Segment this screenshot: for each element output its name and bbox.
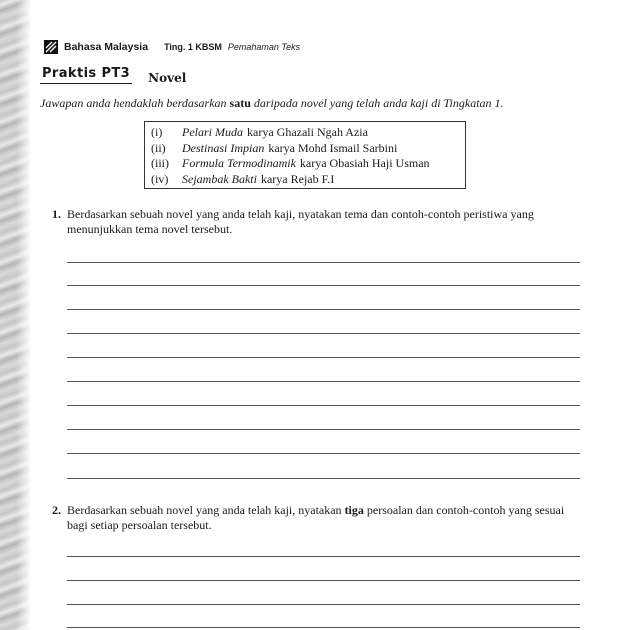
novel-list-box <box>144 121 466 189</box>
header-topic: Pemahaman Teks <box>227 42 301 52</box>
novel-number: (iii) <box>151 156 169 171</box>
publisher-logo-icon <box>44 40 58 54</box>
novel-number: (iv) <box>151 171 169 186</box>
answer-line[interactable] <box>67 333 580 334</box>
novel-title: Pelari Muda <box>182 125 243 140</box>
header-level: Ting. 1 KBSM <box>164 42 222 52</box>
section-tag: Praktis PT3 <box>40 66 132 84</box>
question-text-bold: tiga <box>344 503 364 517</box>
novel-title: Sejambak Bakti <box>182 171 257 186</box>
instruction-before: Jawapan anda hendaklah berdasarkan <box>40 96 230 110</box>
page-header <box>44 40 300 54</box>
novel-author: karya Rejab F.I <box>260 171 335 186</box>
answer-line[interactable] <box>67 604 580 605</box>
novel-author: karya Ghazali Ngah Azia <box>247 125 368 140</box>
answer-line[interactable] <box>67 405 580 406</box>
instruction-text <box>40 96 504 111</box>
instruction-after: daripada novel yang telah anda kaji di Tingkatan 1. <box>250 96 504 110</box>
answer-line[interactable] <box>67 262 580 263</box>
novel-number: (ii) <box>151 140 166 155</box>
answer-line[interactable] <box>67 285 580 286</box>
answer-line[interactable] <box>67 357 580 358</box>
novel-number: (i) <box>151 125 163 140</box>
answer-line[interactable] <box>67 478 580 479</box>
section-title: Novel <box>148 71 187 85</box>
instruction-bold: satu <box>229 96 251 110</box>
question-text <box>67 503 582 533</box>
answer-line[interactable] <box>67 381 580 382</box>
question-text-before: Berdasarkan sebuah novel yang anda telah kaji, nyatakan <box>67 503 345 517</box>
question-number: 1. <box>52 207 61 221</box>
novel-author: karya Obasiah Haji Usman <box>299 156 430 171</box>
novel-list-item <box>151 156 465 172</box>
question-text: Berdasarkan sebuah novel yang anda telah kaji, nyatakan tema dan contoh-contoh peristiwa yang menunjukkan tema novel tersebut. <box>67 207 534 236</box>
question-2 <box>52 503 582 533</box>
decorative-side-strip <box>0 0 30 630</box>
novel-title: Destinasi Impian <box>182 140 265 155</box>
answer-line[interactable] <box>67 453 580 454</box>
novel-author: karya Mohd Ismail Sarbini <box>268 140 398 155</box>
answer-line[interactable] <box>67 627 580 628</box>
question-number: 2. <box>52 503 61 517</box>
section-title-row <box>40 66 186 85</box>
answer-line[interactable] <box>67 580 580 581</box>
novel-list-item <box>151 125 465 141</box>
answer-line[interactable] <box>67 429 580 430</box>
novel-list-item <box>151 141 465 157</box>
answer-line[interactable] <box>67 556 580 557</box>
novel-title: Formula Termodinamik <box>182 156 296 171</box>
header-subject: Bahasa Malaysia <box>64 41 149 53</box>
novel-list-item <box>151 172 465 188</box>
question-1 <box>52 207 582 237</box>
question-text-after: persoalan dan contoh-contoh yang sesuai bagi setiap persoalan tersebut. <box>67 503 565 532</box>
answer-line[interactable] <box>67 309 580 310</box>
